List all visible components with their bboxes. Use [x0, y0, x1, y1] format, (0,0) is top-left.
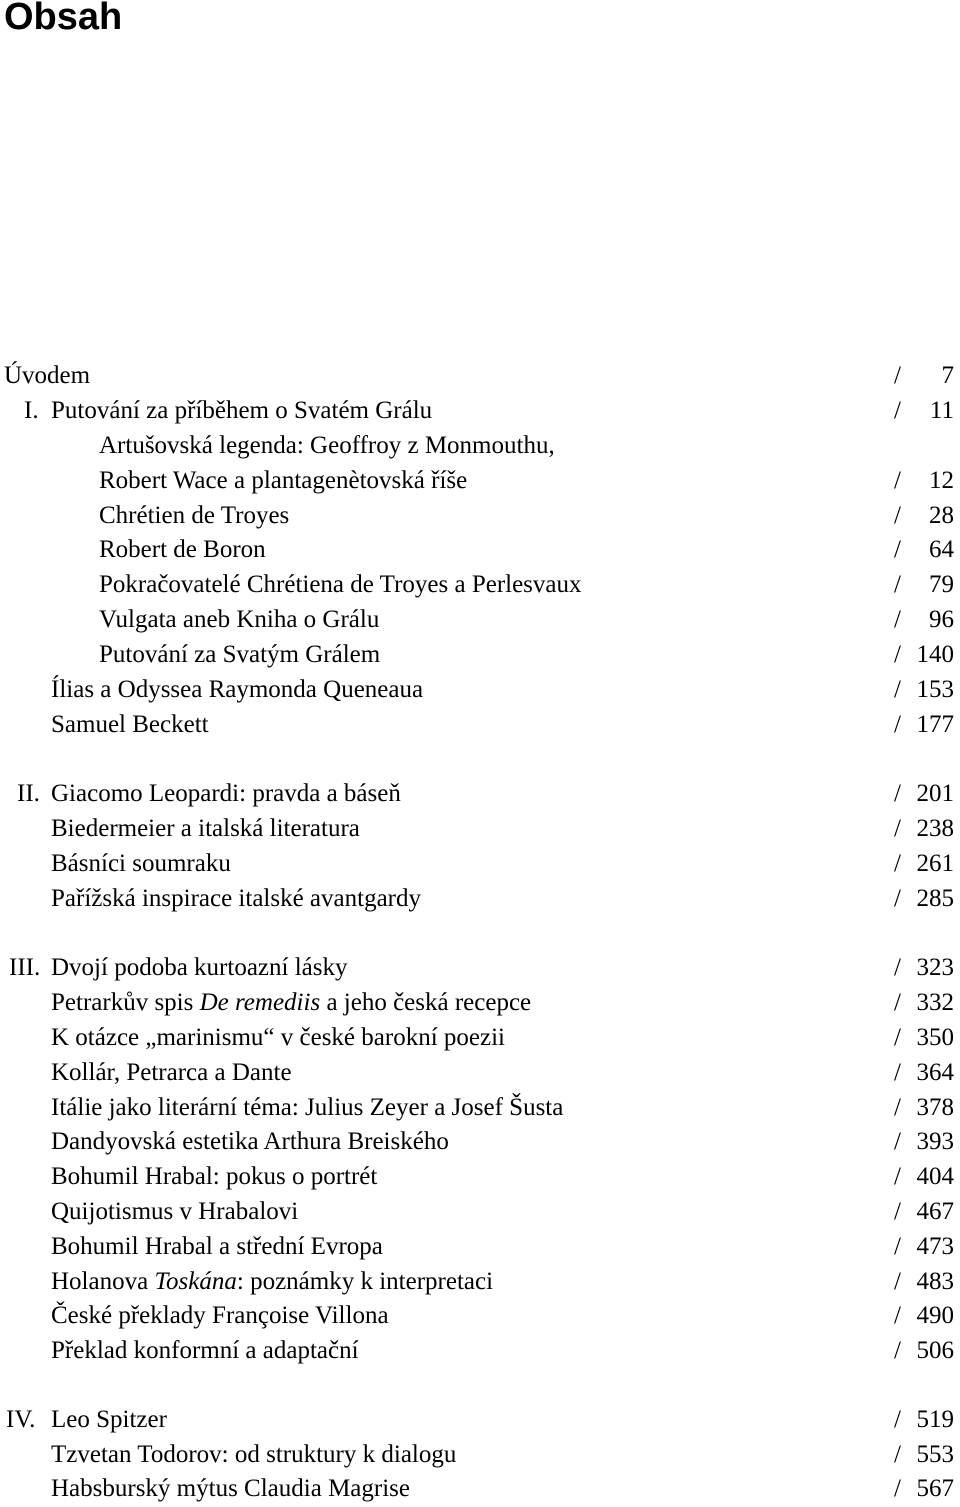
part-number: IV.	[6, 1406, 36, 1433]
toc-entry-title: K otázce „marinismu“ v české barokní poezii	[51, 1024, 505, 1051]
toc-entry-title: Robert de Boron	[99, 536, 266, 563]
toc-page-number: / 506	[894, 1337, 954, 1364]
toc-entry[interactable]	[0, 1298, 960, 1334]
toc-entry-title: Dandyovská estetika Arthura Breiského	[51, 1128, 449, 1155]
toc-entry-intro[interactable]	[0, 358, 960, 394]
toc-entry-title: Putování za příběhem o Svatém Grálu	[51, 397, 433, 424]
toc-entry[interactable]	[0, 1194, 960, 1230]
toc-entry[interactable]	[0, 950, 960, 986]
toc-entry[interactable]	[0, 1229, 960, 1265]
toc-entry[interactable]	[0, 1333, 960, 1369]
toc-entry-title: Pokračovatelé Chrétiena de Troyes a Perlesvaux	[99, 571, 582, 598]
page-title: Obsah	[4, 0, 123, 38]
toc-entry[interactable]	[0, 393, 960, 429]
toc-page-number: / 261	[894, 850, 954, 877]
toc-entry[interactable]	[0, 707, 960, 743]
toc-entry-title: Bohumil Hrabal: pokus o portrét	[51, 1163, 378, 1190]
toc-page-number: / 467	[894, 1198, 954, 1225]
part-number: III.	[9, 954, 41, 981]
toc-page-number: / 404	[894, 1163, 954, 1190]
toc-entry[interactable]	[0, 498, 960, 534]
part-number: II.	[17, 780, 40, 807]
toc-page-number: / 11	[894, 397, 954, 424]
toc-entry-title: Tzvetan Todorov: od struktury k dialogu	[51, 1441, 457, 1468]
toc-entry[interactable]	[0, 567, 960, 603]
toc-entry-title: Biedermeier a italská literatura	[51, 815, 360, 842]
toc-page-number: / 378	[894, 1094, 954, 1121]
toc-page-number: / 153	[894, 676, 954, 703]
toc-entry-title: Ílias a Odyssea Raymonda Queneaua	[51, 676, 424, 703]
toc-entry[interactable]	[0, 637, 960, 673]
toc-page-number: / 201	[894, 780, 954, 807]
toc-page-number: / 140	[894, 641, 954, 668]
toc-page-number: / 28	[894, 502, 954, 529]
toc-entry-title: Bohumil Hrabal a střední Evropa	[51, 1233, 383, 1260]
toc-entry-title: České překlady Françoise Villona	[51, 1302, 389, 1329]
toc-entry[interactable]	[0, 428, 960, 464]
toc-entry[interactable]	[0, 463, 960, 499]
toc-entry[interactable]	[0, 1124, 960, 1160]
toc-entry[interactable]	[0, 1055, 960, 1091]
toc-entry-title: Pařížská inspirace italské avantgardy	[51, 885, 421, 912]
toc-entry[interactable]	[0, 881, 960, 917]
toc-entry[interactable]	[0, 776, 960, 812]
toc-entry-title: Dvojí podoba kurtoazní lásky	[51, 954, 348, 981]
toc-page-number: / 323	[894, 954, 954, 981]
toc-page-number: / 473	[894, 1233, 954, 1260]
toc-entry-title: Básníci soumraku	[51, 850, 231, 877]
toc-entry-title: Putování za Svatým Grálem	[99, 641, 381, 668]
toc-page-number: / 285	[894, 885, 954, 912]
toc-entry[interactable]	[0, 985, 960, 1021]
toc-page-number: / 393	[894, 1128, 954, 1155]
toc-entry-title: Chrétien de Troyes	[99, 502, 290, 529]
toc-page-number: / 519	[894, 1406, 954, 1433]
toc-entry-title: Kollár, Petrarca a Dante	[51, 1059, 292, 1086]
toc-entry[interactable]	[0, 532, 960, 568]
toc-entry-title: Úvodem	[4, 362, 91, 389]
toc-entry-title: Vulgata aneb Kniha o Grálu	[99, 606, 380, 633]
toc-entry[interactable]	[0, 1159, 960, 1195]
toc-entry-title: Itálie jako literární téma: Julius Zeyer a Josef Šusta	[51, 1094, 564, 1121]
toc-entry[interactable]	[0, 672, 960, 708]
toc-page-number: / 350	[894, 1024, 954, 1051]
toc-entry[interactable]	[0, 1090, 960, 1126]
toc-page-number: / 364	[894, 1059, 954, 1086]
toc-page-number: / 332	[894, 989, 954, 1016]
toc-page-number: / 96	[894, 606, 954, 633]
toc-entry-title: Holanova Toskána: poznámky k interpretaci	[51, 1268, 494, 1295]
toc-page-number: / 567	[894, 1475, 954, 1502]
toc-page-number: / 79	[894, 571, 954, 598]
toc-entry-title: Petrarkův spis De remediis a jeho česká recepce	[51, 989, 532, 1016]
toc-page-number: / 238	[894, 815, 954, 842]
toc-page-number: / 7	[894, 362, 954, 389]
toc-entry[interactable]	[0, 811, 960, 847]
toc-page-number: / 490	[894, 1302, 954, 1329]
toc-entry[interactable]	[0, 846, 960, 882]
toc-page-number: / 12	[894, 467, 954, 494]
toc-page-number: / 177	[894, 711, 954, 738]
toc-entry-title: Giacomo Leopardi: pravda a báseň	[51, 780, 401, 807]
toc-entry-title: Quijotismus v Hrabalovi	[51, 1198, 299, 1225]
toc-entry[interactable]	[0, 1020, 960, 1056]
toc-entry[interactable]	[0, 1471, 960, 1507]
toc-entry[interactable]	[0, 1437, 960, 1473]
toc-entry-title: Robert Wace a plantagenètovská říše	[99, 467, 468, 494]
toc-entry-title: Artušovská legenda: Geoffroy z Monmouthu,	[99, 432, 555, 459]
toc-page-number: / 483	[894, 1268, 954, 1295]
toc-entry-title: Samuel Beckett	[51, 711, 209, 738]
part-number: I.	[24, 397, 39, 424]
toc-entry[interactable]	[0, 602, 960, 638]
toc-entry-title: Habsburský mýtus Claudia Magrise	[51, 1475, 410, 1502]
toc-page-number: / 553	[894, 1441, 954, 1468]
toc-entry[interactable]	[0, 1264, 960, 1300]
toc-entry-title: Leo Spitzer	[51, 1406, 167, 1433]
toc-entry-title: Překlad konformní a adaptační	[51, 1337, 359, 1364]
toc-page-number: / 64	[894, 536, 954, 563]
toc-entry[interactable]	[0, 1402, 960, 1438]
